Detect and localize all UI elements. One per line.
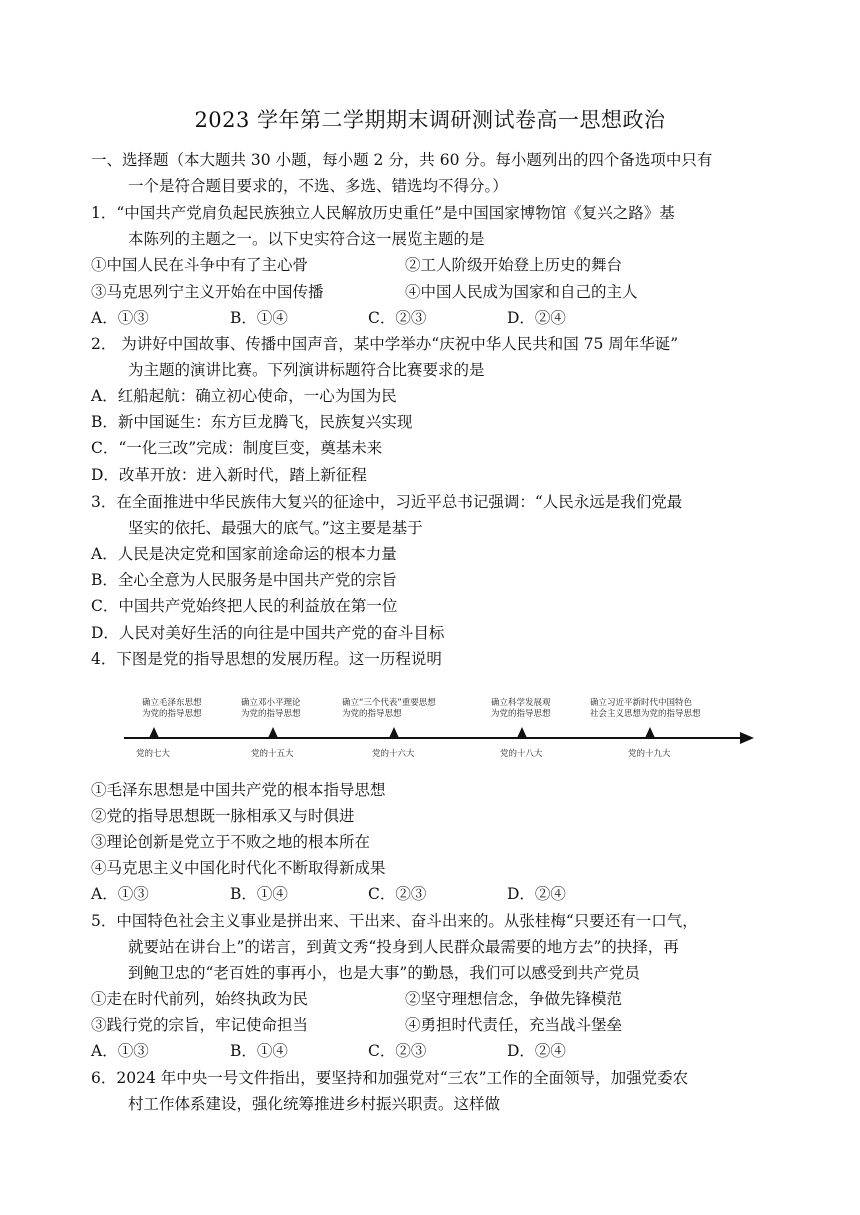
section-instructions-line1: 一、选择题（本大题共 30 小题，每小题 2 分，共 60 分。每小题列出的四个备选项中只有 xyxy=(91,151,713,169)
timeline-marker-1 xyxy=(149,727,159,738)
timeline-marker-5 xyxy=(645,727,655,738)
q5-option-a: A．①③ xyxy=(91,1042,149,1060)
q5-statement-3: ③践行党的宗旨，牢记使命担当 xyxy=(91,1016,309,1034)
q1-statement-2: ②工人阶级开始登上历史的舞台 xyxy=(405,256,623,274)
q4-option-b: B．①④ xyxy=(230,885,288,903)
q2-option-b: B．新中国诞生：东方巨龙腾飞，民族复兴实现 xyxy=(91,413,413,431)
timeline-congress-4: 党的十八大 xyxy=(500,749,543,759)
section-instructions-line2: 一个是符合题目要求的，不选、多选、错选均不得分。） xyxy=(128,177,508,195)
q4-statement-2: ②党的指导思想既一脉相承又与时俱进 xyxy=(91,807,355,825)
timeline-marker-3 xyxy=(389,727,399,738)
q3-option-b: B．全心全意为人民服务是中国共产党的宗旨 xyxy=(91,571,397,589)
q1-stem-line1: 1．“中国共产党肩负起民族独立人民解放历史重任”是中国国家博物馆《复兴之路》基 xyxy=(91,204,675,222)
timeline-congress-5: 党的十九大 xyxy=(628,749,671,759)
q5-option-d: D．②④ xyxy=(507,1042,566,1060)
timeline-marker-4 xyxy=(517,727,527,738)
q5-statement-2: ②坚守理想信念，争做先锋模范 xyxy=(405,990,623,1008)
q1-option-c: C．②③ xyxy=(368,309,427,327)
timeline-congress-1: 党的七大 xyxy=(136,749,171,759)
q3-stem-line1: 3．在全面推进中华民族伟大复兴的征途中，习近平总书记强调：“人民永远是我们党最 xyxy=(91,493,683,511)
timeline-label-5: 确立习近平新时代中国特色 社会主义思想为党的指导思想 xyxy=(590,698,701,719)
q5-stem-line2: 就要站在讲台上”的诺言，到黄文秀“投身到人民群众最需要的地方去”的抉择，再 xyxy=(128,938,679,956)
q4-option-d: D．②④ xyxy=(507,885,566,903)
q5-option-b: B．①④ xyxy=(230,1042,288,1060)
q2-option-d: D．改革开放：进入新时代，踏上新征程 xyxy=(91,466,367,484)
timeline-label-2: 确立邓小平理论 为党的指导思想 xyxy=(241,698,301,719)
timeline-label-1: 确立毛泽东思想 为党的指导思想 xyxy=(142,698,202,719)
q1-stem-line2: 本陈列的主题之一。以下史实符合这一展览主题的是 xyxy=(128,230,485,248)
q1-option-b: B．①④ xyxy=(230,309,288,327)
q1-option-d: D．②④ xyxy=(507,309,566,327)
q5-stem-line1: 5．中国特色社会主义事业是拼出来、干出来、奋斗出来的。从张桂梅“只要还有一口气， xyxy=(91,912,698,930)
q6-stem-line2: 村工作体系建设，强化统筹推进乡村振兴职责。这样做 xyxy=(128,1095,501,1113)
q4-stem: 4．下图是党的指导思想的发展历程。这一历程说明 xyxy=(91,650,442,668)
q4-statement-1: ①毛泽东思想是中国共产党的根本指导思想 xyxy=(91,781,386,799)
q3-option-c: C．中国共产党始终把人民的利益放在第一位 xyxy=(91,597,398,615)
timeline-marker-2 xyxy=(268,727,278,738)
q5-statement-4: ④勇担时代责任，充当战斗堡垒 xyxy=(405,1016,623,1034)
q4-option-a: A．①③ xyxy=(91,885,149,903)
timeline-congress-3: 党的十六大 xyxy=(372,749,415,759)
q4-statement-4: ④马克思主义中国化时代化不断取得新成果 xyxy=(91,859,386,877)
q1-option-a: A．①③ xyxy=(91,309,149,327)
timeline-label-4: 确立科学发展观 为党的指导思想 xyxy=(491,698,551,719)
q3-option-d: D．人民对美好生活的向往是中国共产党的奋斗目标 xyxy=(91,624,445,642)
q3-option-a: A．人民是决定党和国家前途命运的根本力量 xyxy=(91,545,397,563)
q6-stem-line1: 6．2024 年中央一号文件指出，要坚持和加强党对“三农”工作的全面领导，加强党委农 xyxy=(91,1069,689,1087)
q2-stem-line1: 2． 为讲好中国故事、传播中国声音，某中学举办“庆祝中华人民共和国 75 周年华诞” xyxy=(91,335,679,353)
q5-statement-1: ①走在时代前列，始终执政为民 xyxy=(91,990,309,1008)
q1-statement-3: ③马克思列宁主义开始在中国传播 xyxy=(91,283,324,301)
guiding-thought-timeline xyxy=(120,694,760,764)
q2-stem-line2: 为主题的演讲比赛。下列演讲标题符合比赛要求的是 xyxy=(128,361,485,379)
q1-statement-4: ④中国人民成为国家和自己的主人 xyxy=(405,283,638,301)
timeline-congress-2: 党的十五大 xyxy=(251,749,294,759)
q1-statement-1: ①中国人民在斗争中有了主心骨 xyxy=(91,256,309,274)
q5-option-c: C．②③ xyxy=(368,1042,427,1060)
q4-statement-3: ③理论创新是党立于不败之地的根本所在 xyxy=(91,833,371,851)
q2-option-a: A．红船起航：确立初心使命，一心为国为民 xyxy=(91,387,397,405)
q5-stem-line3: 到鲍卫忠的“老百姓的事再小，也是大事”的勤恳，我们可以感受到共产党员 xyxy=(128,964,640,982)
page-title: 2023 学年第二学期期末调研测试卷高一思想政治 xyxy=(194,108,666,132)
q4-option-c: C．②③ xyxy=(368,885,427,903)
timeline-label-3: 确立“三个代表”重要思想 为党的指导思想 xyxy=(342,698,436,719)
q2-option-c: C．“一化三改”完成：制度巨变，奠基未来 xyxy=(91,439,383,457)
q3-stem-line2: 坚实的依托、最强大的底气。”这主要是基于 xyxy=(128,519,423,537)
